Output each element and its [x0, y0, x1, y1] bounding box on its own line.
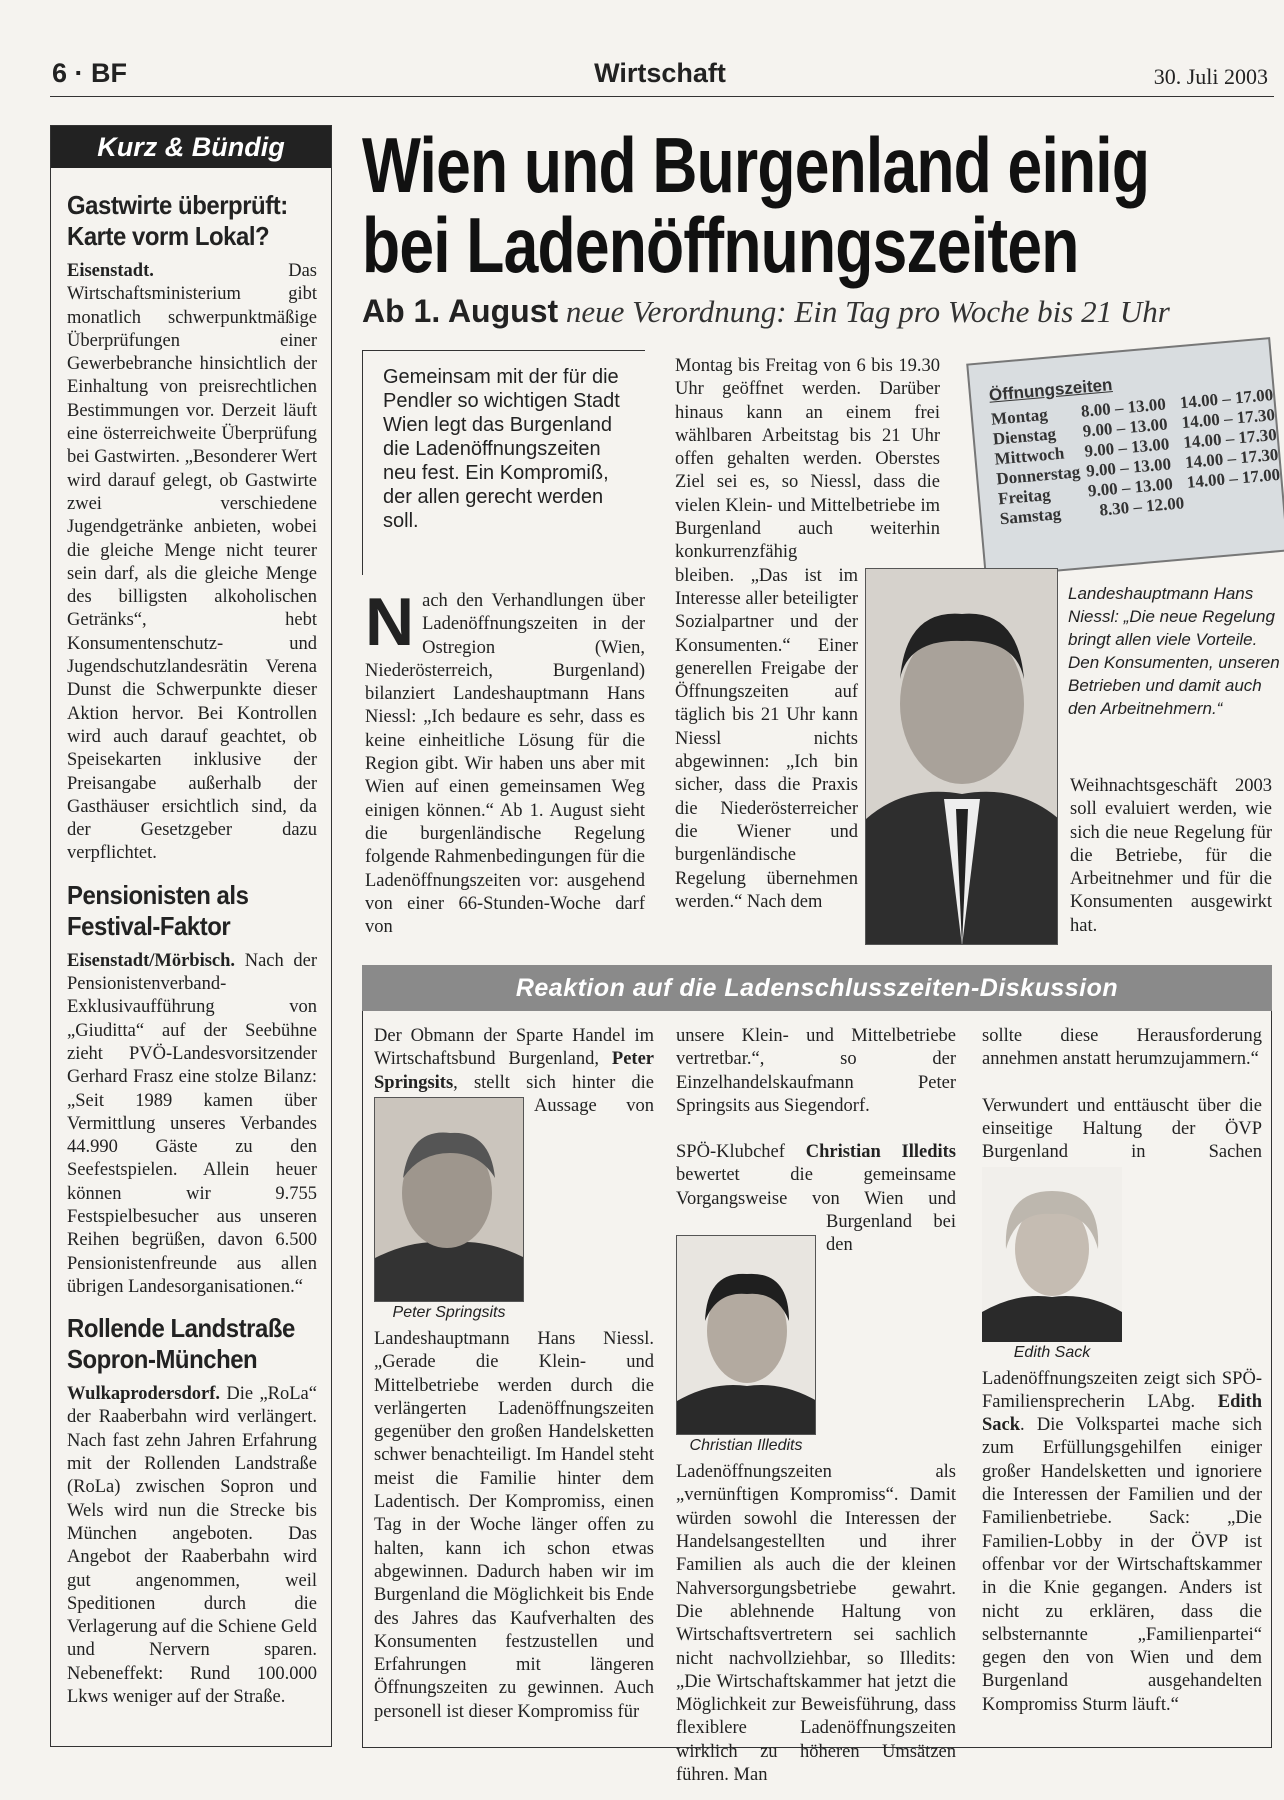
story-text: Das Wirtschaftsministerium gibt monatlich schwerpunktmäßige Überprüfungen einer Gewerbebranche hinsichtlich der Einhaltung von preisrechtlichen Bestimmungen vor. Derzeit läuft eine österreichweite Überprüfung bei Gastwirten. „Besonderer Wert wird darauf gelegt, ob Gastwirte zwei verschiedene Jugendgetränke anbieten, wobei die gleiche Menge nicht teurer sein darf, als die gleiche Menge des billigsten alkoholischen Getränks“, hebt Konsumentenschutz- und Jugendschutzlandesrätin Verena Dunst die Schwerpunkte dieser Aktion hervor. Bei Kontrollen wird auch darauf geachtet, ob Speisekarten inklusive der Preisangabe außerhalb der Gasthäuser ersichtlich sind, da der Gesetzgeber dazu verpflichtet.: [67, 261, 317, 864]
hours-day: Donnerstag: [995, 462, 1081, 489]
paragraph: [982, 1095, 1262, 1717]
hours-day: Dienstag: [992, 424, 1057, 449]
photo-caption-niessl: Landeshauptmann Hans Niessl: „Die neue Regelung bringt allen viele Vorteile. Den Konsumenten, unseren Betrieben und damit auch den Arbeitnehmern.“: [1068, 584, 1280, 718]
text: . Die Volkspartei mache sich zum Erfüllungsgehilfen einiger großer Handelsketten und ignoriere die Interessen der Familien und der Familienbetriebe. Sack: „Die Familien-Lobby in der ÖVP ist offenbar vor der Wirtschaftskammer in die Knie gegangen. Anders ist nicht zu erklären, dass die selbsternannte „Familienpartei“ gegen den von Wien und dem Burgenland ausgehandelten Kompromiss Sturm läuft.“: [982, 1415, 1262, 1715]
headline-line-1: Wien und Burgenland einig: [362, 121, 1150, 209]
issue-date: 30. Juli 2003: [1153, 64, 1268, 89]
hours-am: 9.00 – 13.00: [1085, 454, 1172, 481]
hours-am: 9.00 – 13.00: [1081, 414, 1169, 441]
article-text: Montag bis Freitag von 6 bis 19.30 Uhr geöffnet werden. Darüber hinaus kann an einem frei wählbaren Arbeitstag bis 21 Uhr offen gehalten werden. Oberstes Ziel sei es, so Niessl, dass die vielen Klein- und Mittelbetriebe im Burgenland auch weiterhin konkurrenzfähig bleiben. „Das ist im Interesse aller beteiligter Sozialpartner und der Konsumenten.“ Einer generellen Freigabe der Öffnungszeiten auf täglich bis 21 Uhr kann Niessl nichts abgewinnen: „Ich bin sicher, dass die Praxis die Niederösterreicher die Wiener und burgenländische Regelung übernehmen werden.“ Nach dem: [675, 356, 940, 912]
photo-christian-illedits: [676, 1235, 816, 1435]
hours-pm: 14.00 – 17.30: [1180, 405, 1276, 433]
reaction-column-3: [982, 1025, 1262, 1717]
text: bewertet die gemeinsame Vorgangsweise von Wien und Burgenland bei den Ladenöffnungszeiten als „vernünftigen Kompromiss“. Damit würden sowohl die Interessen der Handelsangestellten und ihrer Familien als auch die der kleinen Nahversorgungsbetriebe gewahrt. Die ablehnende Haltung von Wirtschaftsvertretern sei sachlich nicht nachvollziehbar, so Illedits: „Die Wirtschaftskammer hat jetzt die Möglichkeit zur Beweisführung, dass flexiblere Ladenöffnungszeiten wirklich zu höheren Umsätzen führen. Man: [676, 1165, 956, 1786]
header-rule: [50, 96, 1274, 97]
reaction-banner: Reaktion auf die Ladenschlusszeiten-Diskussion: [362, 965, 1272, 1011]
text: Verwundert und enttäuscht über die einseitige Haltung der ÖVP Burgenland in Sachen Ladenöffnungszeiten zeigt sich SPÖ-Familiensprecherin LAbg.: [982, 1095, 1262, 1412]
hours-am: 8.30 – 12.00: [1098, 493, 1185, 520]
person-name: Peter Springsits: [374, 1049, 654, 1093]
hours-day: Freitag: [997, 484, 1052, 509]
story-title: Gastwirte überprüft: Karte vorm Lokal?: [67, 190, 288, 251]
portrait-image: [982, 1167, 1122, 1342]
photo-block-illedits: [676, 1235, 816, 1457]
hours-pm: 14.00 – 17.00: [1179, 385, 1274, 413]
intro-box: Gemeinsam mit der für die Pendler so wichtigen Stadt Wien legt das Burgenland die Ladenöffnungszeiten neu fest. Ein Kompromiß, der allen gerecht werden soll.: [362, 350, 645, 575]
hours-day: Montag: [990, 404, 1049, 429]
article-text: ach den Verhandlungen über Ladenöffnungszeiten in der Ostregion (Wien, Niederösterreich, Burgenland) bilanziert Landeshauptmann Hans Niessl: „Ich bedaure es sehr, dass es keine einheitliche Lösung für die Region gibt. Wir haben uns aber mit Wien auf einen gemeinsamen Weg einigen können.“ Ab 1. August sieht die burgenländische Regelung folgende Rahmenbedingungen für die Ladenöffnungszeiten vor: ausgehend von einer 66-Stunden-Woche darf von: [365, 591, 645, 938]
subheadline-bold: Ab 1. August: [362, 293, 559, 329]
opening-hours-table: [966, 337, 1284, 578]
photo-edith-sack: [982, 1167, 1122, 1342]
article-column-1: [365, 584, 645, 939]
sidebar-label: Kurz & Bündig: [51, 126, 331, 168]
sidebar-story-2: [67, 880, 317, 1299]
reaction-column-1: [374, 1025, 654, 1724]
page-number: 6 · BF: [52, 58, 128, 88]
hours-am: 9.00 – 13.00: [1083, 434, 1171, 461]
text: , stellt sich hinter die Aussage von Landeshauptmann Hans Niessl. „Gerade die Klein- und Mittelbetriebe werden durch die verlängerten Ladenöffnungszeiten gegenüber den großen Handelsketten schwer benachteiligt. Im Handel steht meist die Familie hinter dem Ladentisch. Der Kompromiss, einen Tag in der Woche länger offen zu halten, kann ich schon etwas abgewinnen. Dadurch haben wir im Burgenland die Möglichkeit bis Ende des Jahres das Kaufverhalten des Konsumenten festzustellen und Erfahrungen mit längeren Öffnungszeiten zu gewinnen. Auch personell ist dieser Kompromiss für: [374, 1072, 654, 1722]
person-name: Edith Sack: [982, 1391, 1262, 1436]
hours-am: 9.00 – 13.00: [1087, 474, 1174, 501]
hours-am: 8.00 – 13.00: [1080, 394, 1167, 421]
headline-line-2: bei Ladenöffnungszeiten: [362, 201, 1079, 289]
drop-cap: N: [365, 584, 415, 660]
portrait-image: [375, 1098, 524, 1302]
reaction-column-2: [676, 1025, 956, 1787]
hours-pm: 14.00 – 17.00: [1186, 464, 1281, 492]
text: unsere Klein- und Mittelbetriebe vertretbar.“, so der Einzelhandelskaufmann Peter Springsits aus Siegendorf.: [676, 1026, 956, 1116]
sidebar-kurz-buendig: [50, 125, 332, 1747]
story-text: Nach der Pensionistenverband-Exklusivaufführung von „Giuditta“ auf der Seebühne zieht PVÖ-Landesvorsitzender Gerhard Frasz eine stolze Bilanz: „Seit 1989 kamen über Vermittlung unseres Verbandes 44.990 Gäste zu den Seefestspielen. Allein heuer können wir 9.755 Festspielbesucher aus unseren Reihen begrüßen, davon 6.500 Pensionistenfreunde aus allen übrigen Landesorganisationen.“: [67, 950, 317, 1297]
person-name: Christian Illedits: [805, 1142, 956, 1163]
story-text: Die „RoLa“ der Raaberbahn wird verlängert. Nach fast zehn Jahren Erfahrung mit der Rollenden Landstraße (RoLa) zwischen Sopron und Wels wird nun die Strecke bis München angeboten. Das Angebot der Raaberbahn wird gut angenommen, weil Speditionen durch die Verlagerung auf die Schiene Geld und Nervern sparen. Nebeneffekt: Rund 100.000 Lkws weniger auf der Straße.: [67, 1384, 317, 1708]
hours-pm: 14.00 – 17.30: [1184, 444, 1280, 472]
photo-block-sack: [982, 1167, 1122, 1364]
headline: [362, 121, 1150, 289]
subheadline-italic: neue Verordnung: Ein Tag pro Woche bis 21 Uhr: [558, 294, 1170, 329]
portrait-image: [677, 1236, 816, 1435]
hours-day: Samstag: [999, 504, 1062, 529]
section-title: Wirtschaft: [594, 58, 726, 88]
dateline: Wulkaprodersdorf.: [67, 1384, 220, 1405]
photo-peter-springsits: [374, 1097, 524, 1302]
hours-pm: 14.00 – 17.30: [1182, 424, 1278, 453]
subheadline: [362, 293, 1170, 330]
photo-caption: Christian Illedits: [689, 1437, 803, 1455]
article-column-3: Weihnachtsgeschäft 2003 soll evaluiert werden, wie sich die neue Regelung für die Betriebe, für die Arbeitnehmer und für die Konsumenten ausgewirkt hat.: [1070, 776, 1272, 936]
sidebar-story-3: [67, 1313, 317, 1709]
dateline: Eisenstadt/Mörbisch.: [67, 950, 236, 971]
photo-hans-niessl: [865, 568, 1058, 945]
photo-caption: Edith Sack: [1013, 1343, 1091, 1361]
text: SPÖ-Klubchef: [676, 1142, 806, 1163]
story-title: Pensionisten als Festival-Faktor: [67, 879, 249, 941]
photo-block-springsits: [374, 1097, 524, 1324]
hours-day: Mittwoch: [993, 443, 1066, 469]
sidebar-story-1: [67, 190, 317, 866]
paragraph: [676, 1141, 956, 1787]
portrait-image: [866, 569, 1058, 945]
dateline: Eisenstadt.: [67, 261, 154, 281]
photo-caption: Peter Springsits: [392, 1304, 506, 1321]
story-title: Rollende Landstraße Sopron-München: [67, 1313, 295, 1375]
text: sollte diese Herausforderung annehmen anstatt herumzujammern.“: [982, 1026, 1262, 1070]
table-title: Öffnungszeiten: [988, 375, 1114, 405]
text: Der Obmann der Sparte Handel im Wirtschaftsbund Burgenland,: [374, 1026, 654, 1070]
